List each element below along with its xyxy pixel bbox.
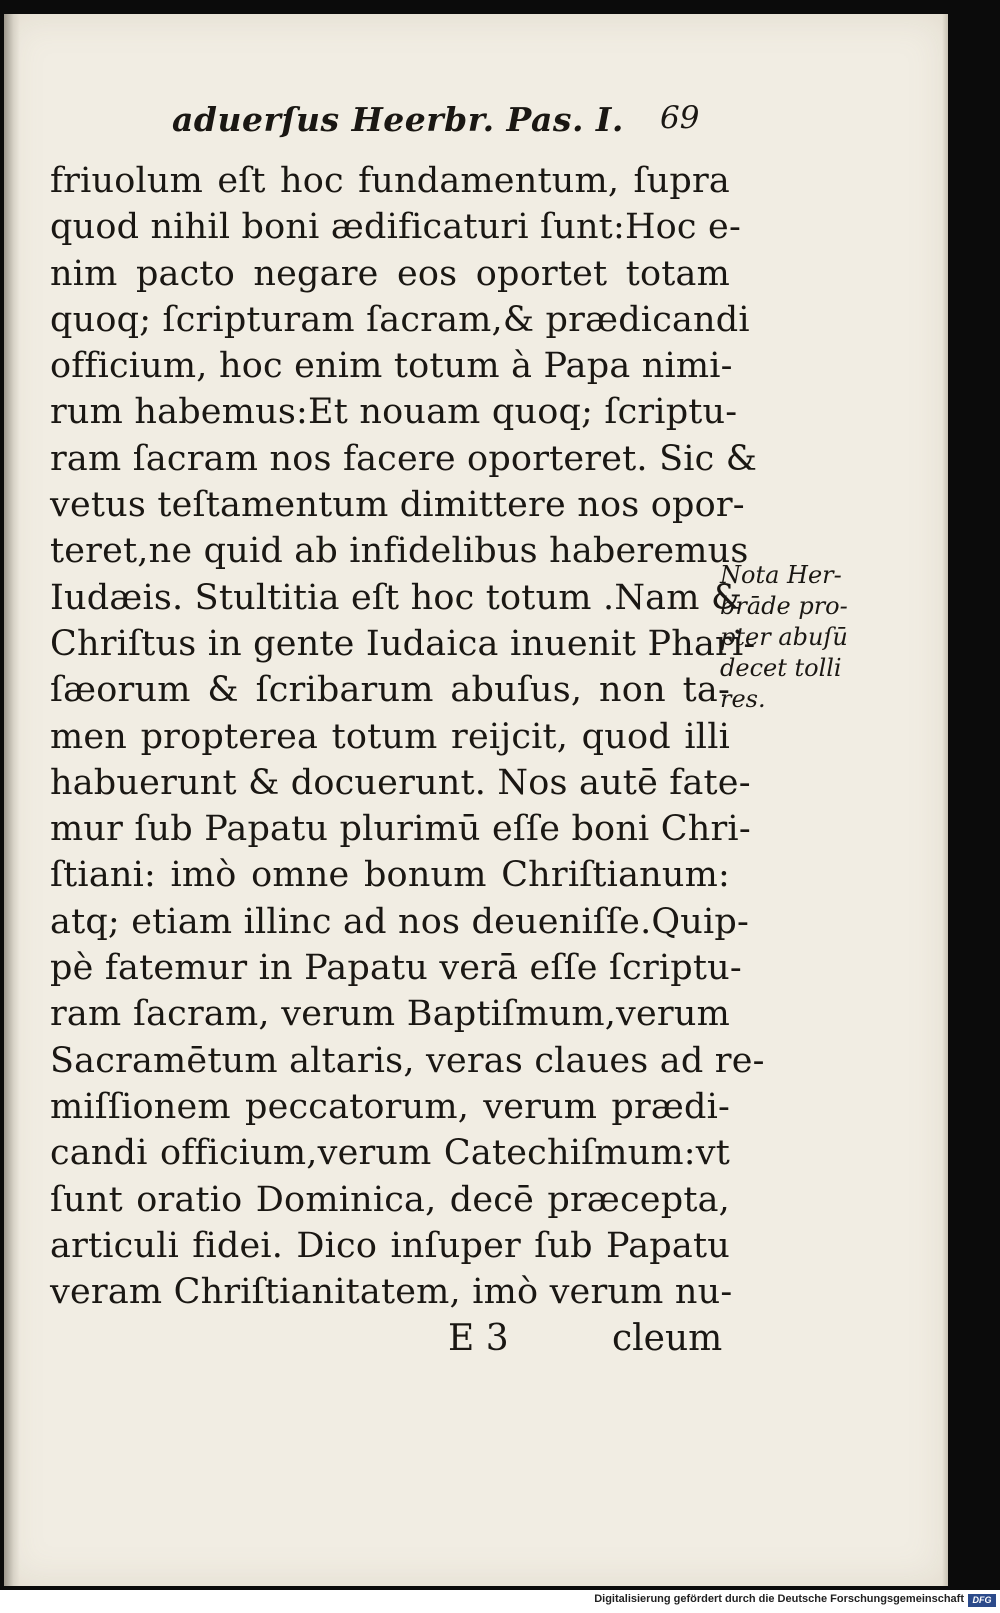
text-line: teret,ne quid ab infidelibus haberemus — [50, 531, 749, 572]
text-line: atq; etiam illinc ad nos deueniſſe.Quip- — [50, 901, 750, 942]
text-line: rum habemus:Et nouam quoq; ſcriptu- — [50, 392, 738, 433]
text-line: ſunt oratio Dominica, decē præcepta, — [50, 1179, 730, 1220]
text-line: vetus teſtamentum dimittere nos opor- — [50, 485, 745, 526]
catchword: cleum — [612, 1318, 723, 1359]
text-line: friuolum eſt hoc fundamentum, ſupra — [50, 161, 730, 201]
text-line: veram Chriſtianitatem, imò verum nu- — [50, 1272, 733, 1313]
dfg-logo: DFG — [968, 1594, 996, 1607]
text-line: ſæorum & ſcribarum abuſus, non ta- — [50, 670, 730, 711]
text-line: habuerunt & docuerunt. Nos autē fate- — [50, 762, 751, 803]
text-line: Sacramētum altaris, veras claues ad re- — [50, 1040, 765, 1081]
text-line: nim pacto negare eos oportet totam — [50, 253, 730, 294]
text-line: ram ſacram, verum Baptiſmum,verum — [50, 994, 730, 1035]
marginal-note — [720, 560, 865, 715]
footer-credit: Digitalisierung gefördert durch die Deutsche Forschungsgemeinschaft — [594, 1593, 964, 1605]
text-line: ram ſacram nos facere oporteret. Sic & — [50, 438, 758, 479]
running-head: aduerſus Heerbr. Pas. I. — [172, 100, 624, 139]
text-line: quod nihil boni ædificaturi ſunt:Hoc e- — [50, 207, 742, 248]
text-line: Iudæis. Stultitia eſt hoc totum .Nam & — [50, 577, 743, 618]
page-spine-shadow — [4, 14, 20, 1586]
footer-bar — [0, 1590, 1000, 1613]
marginal-note-line: decet tolli — [720, 654, 842, 682]
text-line: pè fatemur in Papatu verā eſſe ſcriptu- — [50, 948, 742, 989]
text-line: ſtiani: imò omne bonum Chriſtianum: — [50, 855, 730, 896]
text-line: articuli fidei. Dico inſuper ſub Papatu — [50, 1225, 730, 1266]
marginal-note-line: pter abuſū — [720, 623, 848, 651]
text-line: men propterea totum reijcit, quod illi — [50, 716, 730, 757]
text-line: Chriſtus in gente Iudaica inuenit Phari- — [50, 623, 756, 664]
marginal-note-line: brāde pro- — [720, 592, 848, 620]
marginal-note-line: Nota Her- — [720, 561, 842, 589]
page-number: 69 — [660, 100, 700, 136]
text-line: mur ſub Papatu plurimū eſſe boni Chri- — [50, 809, 751, 850]
text-line: officium, hoc enim totum à Papa nimi- — [50, 346, 733, 387]
page-edge-shadow — [942, 14, 948, 1586]
marginal-note-line: res. — [720, 685, 766, 713]
text-line: quoq; ſcripturam ſacram,& prædicandi — [50, 299, 750, 340]
signature-mark: E 3 — [448, 1318, 509, 1359]
text-line: candi officium,verum Catechiſmum:vt — [50, 1133, 730, 1174]
text-line: miſſionem peccatorum, verum prædi- — [50, 1086, 730, 1127]
